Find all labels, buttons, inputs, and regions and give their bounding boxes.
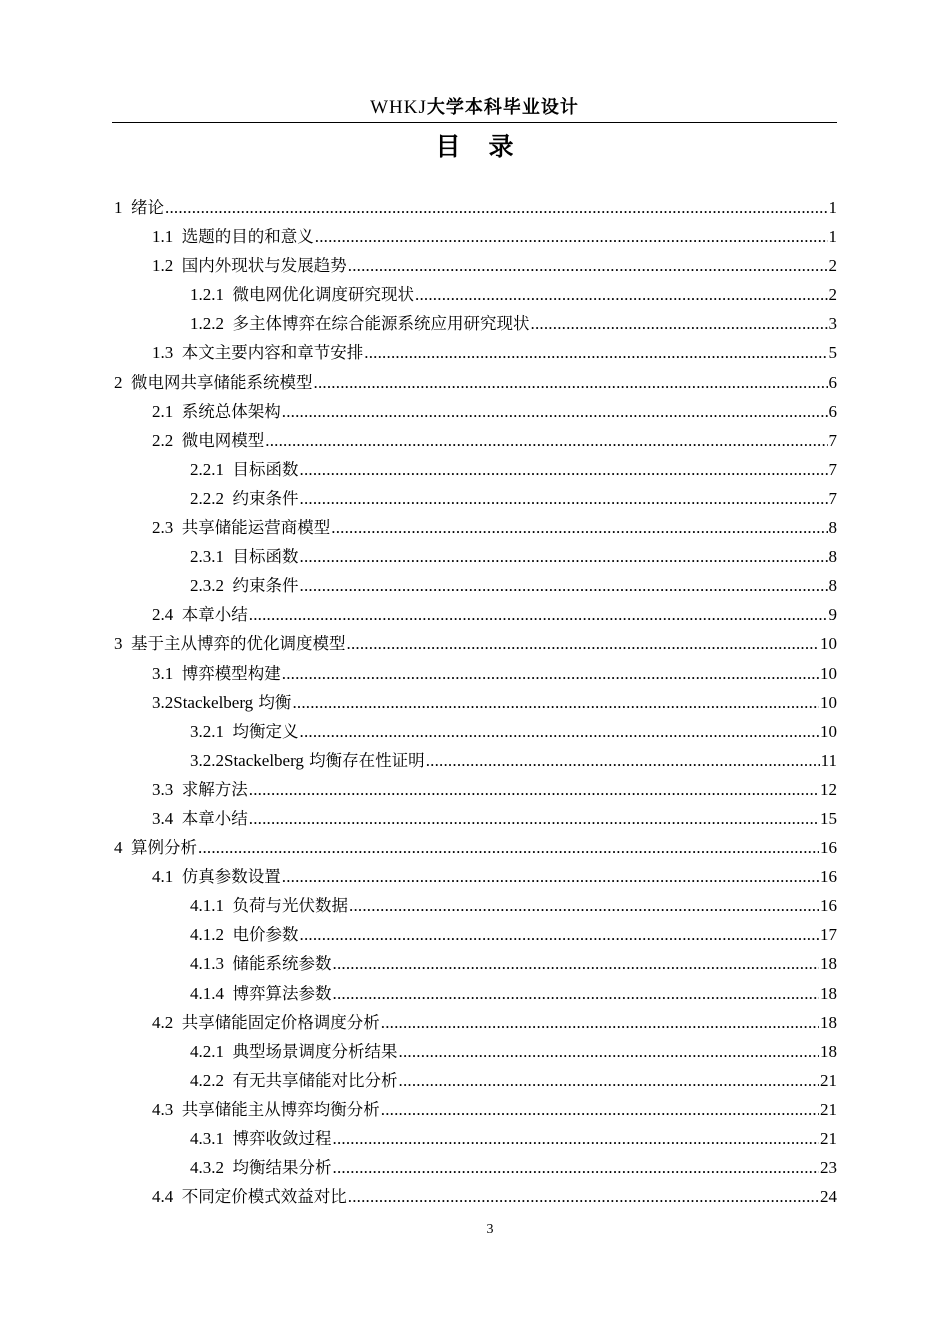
- toc-entry-number: 2.3: [152, 518, 174, 538]
- page-footer: [0, 1222, 950, 1238]
- toc-entry-number: 4.1.4: [190, 983, 224, 1003]
- toc-entry[interactable]: [114, 979, 837, 1008]
- toc-entry-label: 绪论: [131, 198, 164, 217]
- toc-entry-page: 1: [828, 198, 837, 217]
- toc-entry-page: 5: [828, 343, 837, 363]
- toc-entry-number: 4.2.2: [190, 1070, 224, 1090]
- toc-leader-dots: [333, 1153, 820, 1182]
- toc-entry-label: 系统总体架构: [181, 401, 281, 421]
- toc-entry[interactable]: [114, 542, 837, 571]
- toc-entry-label: 目标函数: [232, 459, 299, 479]
- toc-entry-label: 本章小结: [181, 605, 248, 625]
- toc-leader-dots: [249, 775, 819, 804]
- toc-leader-dots: [314, 368, 828, 397]
- toc-entry[interactable]: [114, 571, 837, 600]
- toc-entry-number: 3: [114, 634, 123, 654]
- toc-entry[interactable]: [114, 222, 837, 251]
- toc-leader-dots: [300, 455, 828, 484]
- toc-leader-dots: [165, 193, 828, 222]
- toc-entry-number: 4.2.1: [190, 1041, 224, 1061]
- toc-entry-number: 3.2.2: [190, 750, 224, 770]
- toc-leader-dots: [300, 717, 820, 746]
- toc-entry-number: 4.1.2: [190, 925, 224, 945]
- toc-entry-page: 24: [820, 1187, 837, 1207]
- toc-entry[interactable]: [114, 280, 837, 309]
- toc-entry[interactable]: [114, 1182, 837, 1211]
- toc-entry-label: 不同定价模式效益对比: [181, 1187, 347, 1207]
- toc-entry-label: 均衡定义: [232, 721, 299, 741]
- toc-leader-dots: [282, 659, 819, 688]
- toc-entry-page: 10: [820, 663, 837, 683]
- toc-entry-page: 2: [828, 256, 837, 276]
- toc-leader-dots: [381, 1095, 819, 1124]
- toc-entry-page: 17: [820, 925, 837, 945]
- toc-entry[interactable]: [114, 746, 837, 775]
- toc-entry[interactable]: [114, 1124, 837, 1153]
- toc-entry[interactable]: [114, 1066, 837, 1095]
- toc-leader-dots: [300, 920, 820, 949]
- toc-entry-number: 1.3: [152, 343, 174, 363]
- toc-entry[interactable]: [114, 484, 837, 513]
- toc-entry[interactable]: [114, 1153, 837, 1182]
- toc-entry-number: 1.2.2: [190, 314, 224, 334]
- toc-entry-number: 1: [114, 198, 123, 217]
- toc-entry-label: 典型场景调度分析结果: [232, 1041, 398, 1061]
- toc-entry-page: 21: [820, 1129, 837, 1148]
- toc-entry-page: 2: [828, 285, 837, 305]
- toc-entry-label: 均衡结果分析: [232, 1158, 332, 1178]
- toc-leader-dots: [347, 629, 820, 658]
- toc-entry-label: 储能系统参数: [232, 954, 332, 974]
- toc-entry-page: 10: [820, 721, 837, 741]
- toc-entry-label: 微电网模型: [181, 430, 265, 450]
- toc-entry-label: Stackelberg 均衡: [173, 692, 292, 712]
- toc-entry-page: 16: [820, 867, 837, 887]
- toc-entry-label: 多主体博弈在综合能源系统应用研究现状: [232, 314, 530, 334]
- toc-entry-page: 16: [820, 896, 837, 916]
- toc-leader-dots: [399, 1066, 820, 1095]
- toc-leader-dots: [531, 309, 828, 338]
- toc-entry-number: 1.2.1: [190, 285, 224, 305]
- toc-entry-page: 8: [828, 547, 837, 567]
- toc-leader-dots: [282, 862, 819, 891]
- toc-leader-dots: [381, 1008, 819, 1037]
- toc-entry[interactable]: [114, 251, 837, 280]
- toc-leader-dots: [282, 397, 828, 426]
- toc-entry-label: 本章小结: [181, 808, 248, 828]
- toc-leader-dots: [292, 688, 819, 717]
- toc-entry-label: 微电网优化调度研究现状: [232, 285, 414, 305]
- toc-leader-dots: [300, 484, 828, 513]
- toc-leader-dots: [249, 804, 819, 833]
- toc-leader-dots: [349, 891, 819, 920]
- toc-entry-page: 3: [828, 314, 837, 334]
- toc-entry[interactable]: [114, 600, 837, 629]
- toc-entry-number: 4.3: [152, 1099, 174, 1119]
- toc-entry-page: 10: [820, 634, 837, 654]
- toc-entry-page: 12: [820, 779, 837, 799]
- toc-entry[interactable]: [114, 629, 837, 658]
- table-of-contents: [114, 193, 837, 1211]
- header-thesis-title: 大学本科毕业设计: [426, 97, 579, 118]
- toc-entry[interactable]: [114, 949, 837, 978]
- toc-entry[interactable]: [114, 659, 837, 688]
- toc-entry[interactable]: [114, 193, 837, 222]
- header-university-abbr: WHKJ: [370, 97, 427, 118]
- toc-entry-page: 6: [828, 401, 837, 421]
- toc-entry-page: 6: [828, 372, 837, 392]
- toc-entry-number: 3.2.1: [190, 721, 224, 741]
- toc-entry-label: 负荷与光伏数据: [232, 896, 348, 916]
- toc-entry[interactable]: [114, 397, 837, 426]
- toc-entry[interactable]: [114, 775, 837, 804]
- toc-entry-number: 1.1: [152, 227, 174, 247]
- toc-entry-label: 目标函数: [232, 547, 299, 567]
- toc-entry-number: 2: [114, 372, 123, 392]
- page-header: [112, 94, 837, 123]
- toc-entry-number: 4: [114, 838, 123, 858]
- toc-entry[interactable]: [114, 920, 837, 949]
- toc-entry-page: 8: [828, 576, 837, 596]
- toc-title: 目录: [435, 132, 542, 161]
- toc-entry-label: 共享储能运营商模型: [181, 518, 331, 538]
- toc-entry-number: 3.3: [152, 779, 174, 799]
- toc-entry-page: 18: [820, 983, 837, 1003]
- toc-entry-label: 约束条件: [232, 576, 299, 596]
- toc-leader-dots: [399, 1037, 820, 1066]
- toc-entry-page: 21: [820, 1070, 837, 1090]
- toc-entry-label: 仿真参数设置: [181, 867, 281, 887]
- toc-leader-dots: [198, 833, 819, 862]
- toc-entry[interactable]: [114, 426, 837, 455]
- toc-entry[interactable]: [114, 717, 837, 746]
- toc-entry-label: 基于主从博弈的优化调度模型: [131, 634, 346, 654]
- toc-leader-dots: [333, 979, 820, 1008]
- toc-entry-label: 国内外现状与发展趋势: [181, 256, 347, 276]
- toc-entry-number: 3.2: [152, 692, 174, 712]
- toc-entry-label: 选题的目的和意义: [181, 227, 314, 247]
- toc-entry-number: 4.3.2: [190, 1158, 224, 1178]
- toc-entry-page: 7: [828, 488, 837, 508]
- toc-entry-number: 4.1: [152, 867, 174, 887]
- toc-entry-page: 7: [828, 459, 837, 479]
- toc-entry-page: 16: [820, 838, 837, 858]
- toc-entry-label: 算例分析: [131, 838, 197, 858]
- toc-entry-number: 4.2: [152, 1012, 174, 1032]
- toc-entry-page: 11: [820, 750, 837, 770]
- toc-entry-label: 博弈算法参数: [232, 983, 332, 1003]
- toc-entry[interactable]: [114, 1037, 837, 1066]
- toc-entry-number: 3.4: [152, 808, 174, 828]
- toc-leader-dots: [333, 1124, 820, 1153]
- toc-entry[interactable]: [114, 309, 837, 338]
- toc-entry-label: 微电网共享储能系统模型: [131, 372, 313, 392]
- toc-entry-page: 10: [820, 692, 837, 712]
- toc-entry-label: 博弈模型构建: [181, 663, 281, 683]
- toc-leader-dots: [348, 251, 828, 280]
- toc-entry-label: 博弈收敛过程: [232, 1129, 332, 1148]
- toc-leader-dots: [331, 513, 827, 542]
- toc-entry-page: 18: [820, 1012, 837, 1032]
- toc-entry-label: 共享储能固定价格调度分析: [181, 1012, 380, 1032]
- toc-entry-page: 8: [828, 518, 837, 538]
- toc-entry[interactable]: [114, 833, 837, 862]
- toc-entry-label: 本文主要内容和章节安排: [181, 343, 364, 363]
- toc-entry[interactable]: [114, 1095, 837, 1124]
- toc-entry-number: 2.2.2: [190, 488, 224, 508]
- toc-entry-number: 2.1: [152, 401, 174, 421]
- toc-entry-label: 求解方法: [181, 779, 248, 799]
- toc-entry-page: 23: [820, 1158, 837, 1178]
- toc-entry-page: 9: [828, 605, 837, 625]
- toc-entry-label: Stackelberg 均衡存在性证明: [224, 750, 425, 770]
- toc-entry-page: 21: [820, 1099, 837, 1119]
- toc-entry[interactable]: [114, 1008, 837, 1037]
- toc-entry-number: 4.3.1: [190, 1129, 224, 1148]
- toc-entry-number: 2.3.2: [190, 576, 224, 596]
- toc-leader-dots: [426, 746, 820, 775]
- toc-leader-dots: [348, 1182, 819, 1211]
- toc-entry[interactable]: [114, 891, 837, 920]
- toc-leader-dots: [333, 949, 820, 978]
- toc-entry-number: 2.2.1: [190, 459, 224, 479]
- toc-leader-dots: [249, 600, 828, 629]
- toc-entry[interactable]: [114, 455, 837, 484]
- toc-entry[interactable]: [114, 804, 837, 833]
- toc-entry-page: 1: [828, 227, 837, 247]
- toc-entry-number: 2.4: [152, 605, 174, 625]
- toc-entry-number: 2.2: [152, 430, 174, 450]
- toc-entry-number: 4.1.1: [190, 896, 224, 916]
- toc-entry-label: 有无共享储能对比分析: [232, 1070, 398, 1090]
- toc-leader-dots: [300, 571, 828, 600]
- toc-entry-page: 18: [820, 954, 837, 974]
- toc-entry-number: 3.1: [152, 663, 174, 683]
- toc-leader-dots: [300, 542, 828, 571]
- toc-leader-dots: [315, 222, 828, 251]
- toc-leader-dots: [364, 338, 827, 367]
- toc-entry-label: 共享储能主从博弈均衡分析: [181, 1099, 380, 1119]
- toc-leader-dots: [265, 426, 827, 455]
- toc-entry[interactable]: [114, 368, 837, 397]
- toc-entry-number: 4.1.3: [190, 954, 224, 974]
- toc-entry[interactable]: [114, 513, 837, 542]
- page-number: 3: [486, 1222, 494, 1237]
- toc-entry-number: 2.3.1: [190, 547, 224, 567]
- toc-leader-dots: [415, 280, 828, 309]
- toc-entry-page: 15: [820, 808, 837, 828]
- toc-entry[interactable]: [114, 862, 837, 891]
- toc-entry[interactable]: [114, 338, 837, 367]
- toc-entry-number: 1.2: [152, 256, 174, 276]
- toc-entry-page: 7: [828, 430, 837, 450]
- toc-entry-page: 18: [820, 1041, 837, 1061]
- toc-entry[interactable]: [114, 688, 837, 717]
- toc-entry-label: 约束条件: [232, 488, 299, 508]
- toc-entry-label: 电价参数: [232, 925, 299, 945]
- toc-entry-number: 4.4: [152, 1187, 174, 1207]
